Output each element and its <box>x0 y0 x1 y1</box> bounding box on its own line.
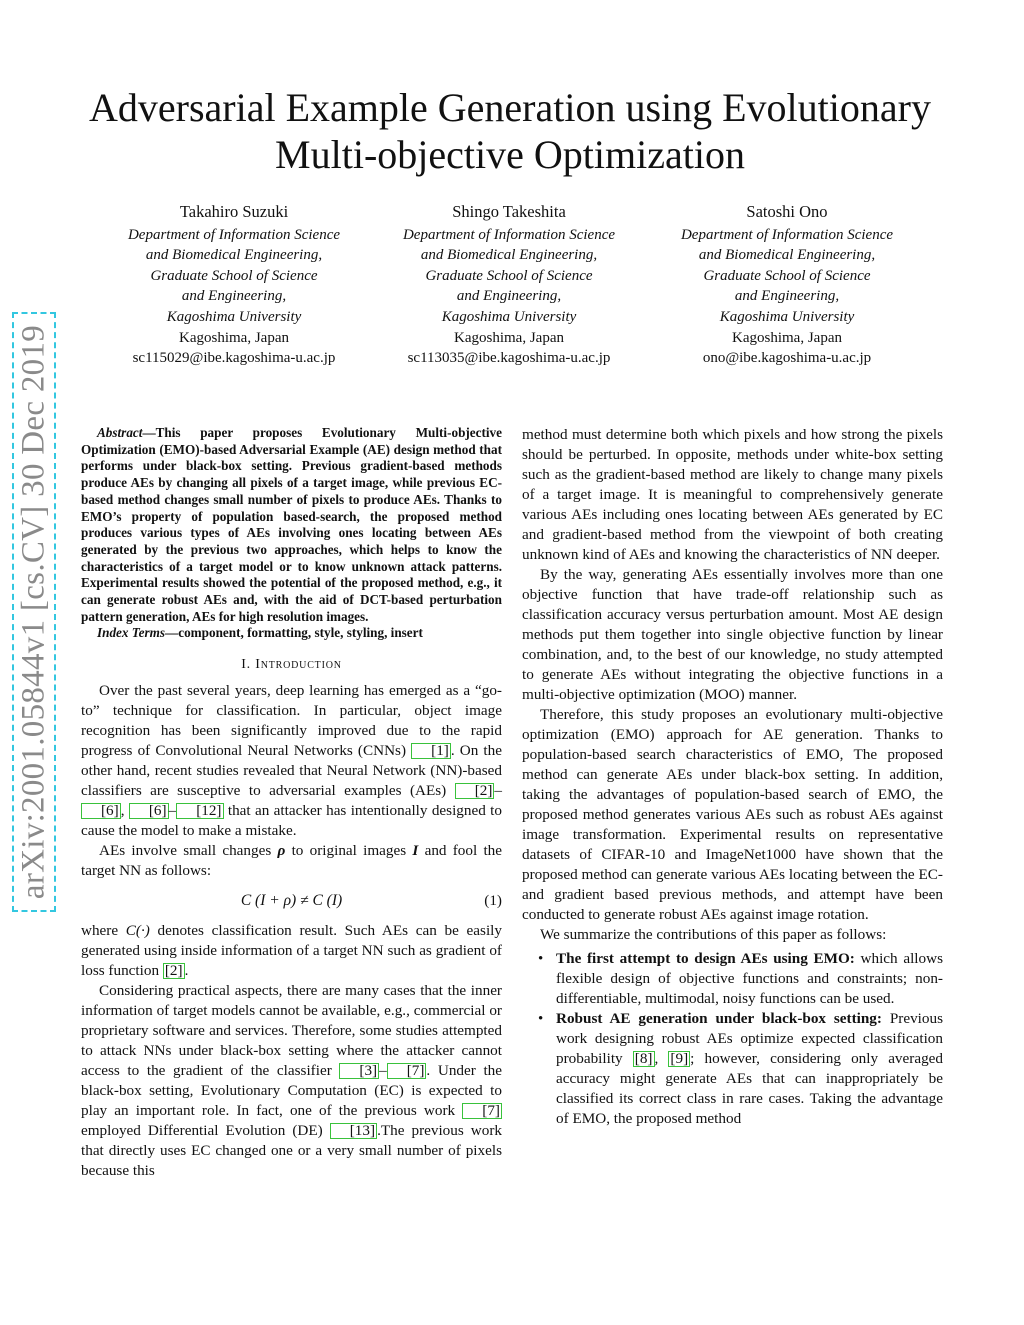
citation-link[interactable]: [9] <box>670 1050 689 1067</box>
author-city: Kagoshima, Japan <box>732 329 842 346</box>
contribution-text: ; however, considering only averaged accuracy might generate AEs that can inappropriately be classified its correct class in rare cases. Taking the advantage of EMO, the proposed method <box>556 1050 943 1127</box>
author-block-1 <box>99 202 369 369</box>
arxiv-stamp-text: arXiv:2001.05844v1 [cs.CV] 30 Dec 2019 <box>15 324 52 900</box>
author-city: Kagoshima, Japan <box>454 329 564 346</box>
paper-title-line1: Adversarial Example Generation using Evolutionary <box>89 85 931 130</box>
author-name: Takahiro Suzuki <box>179 202 289 221</box>
index-terms-text: —component, formatting, style, styling, insert <box>165 625 423 641</box>
author-dept: Department of Information Science <box>402 226 616 243</box>
intro-paragraph-6: By the way, generating AEs essentially involves more than one objective function that have trade-off relationship such as classification accuracy versus perturbation amount. Most AE design methods put them together into single objective function by linear combination, and, to the best of our knowledge, no study attempted to generate AEs without integrating the objective functions in a multi-objective optimization (MOO) manner. <box>522 566 943 703</box>
citation-link[interactable]: [2] <box>455 783 495 799</box>
contribution-item-1 <box>522 949 943 1009</box>
equation-1 <box>81 881 502 921</box>
author-name: Satoshi Ono <box>746 202 828 221</box>
author-block-2 <box>374 202 644 369</box>
section-heading-introduction: I. Introduction <box>241 657 342 673</box>
text-run: Considering practical aspects, there are many cases that the inner information of target models cannot be available, e.g., commercial or proprietary software and services. Therefore, some studies attempted to attack NNs under black-box setting where the attacker cannot access to the gradient of the classifier <box>81 982 502 1080</box>
paper-title-line2: Multi-objective Optimization <box>275 132 745 177</box>
intro-paragraph-2 <box>81 841 502 881</box>
author-school: Graduate School of Science <box>703 267 871 284</box>
equation-body: C (I + ρ) ≠ C (I) <box>240 892 343 910</box>
citation-link[interactable]: [6] <box>129 803 169 819</box>
citation-link[interactable]: [13] <box>330 1123 377 1139</box>
text-run: – <box>379 1062 387 1080</box>
left-column <box>81 425 502 1181</box>
author-university: Kagoshima University <box>166 308 302 325</box>
right-column <box>522 425 943 1129</box>
text-run: , <box>654 1050 669 1067</box>
paper-title <box>60 84 960 178</box>
contribution-lead: The first attempt to design AEs using EMO: <box>556 950 855 967</box>
text-run: . On the other hand, recent studies revealed that Neural Network (NN)-based classifiers are susceptive to adversarial examples (AEs) <box>81 742 502 800</box>
author-email[interactable]: sc115029@ibe.kagoshima-u.ac.jp <box>132 350 336 367</box>
text-run: . <box>184 962 189 980</box>
author-city: Kagoshima, Japan <box>179 329 289 346</box>
abstract-lead: Abstract <box>97 425 143 440</box>
author-university: Kagoshima University <box>719 308 855 325</box>
text-run: , <box>120 802 129 820</box>
author-dept: Department of Information Science <box>680 226 894 243</box>
contributions-list <box>522 949 943 1129</box>
text-run: employed Differential Evolution (DE) <box>81 1122 330 1140</box>
equation-number: (1) <box>484 892 502 910</box>
text-run: to original images <box>285 842 413 860</box>
text-run: that an attacker has intentionally designed to cause the model to make a mistake. <box>81 802 502 840</box>
citation-link[interactable]: [3] <box>339 1063 379 1079</box>
author-email[interactable]: sc113035@ibe.kagoshima-u.ac.jp <box>407 350 611 367</box>
author-email[interactable]: ono@ibe.kagoshima-u.ac.jp <box>702 350 872 367</box>
citation-link[interactable]: [6] <box>81 803 121 819</box>
author-dept: and Biomedical Engineering, <box>420 247 598 264</box>
contribution-text: which allows flexible design of objective functions and constraints; non-differentiable, multimodal, noisy functions can be used. <box>556 950 943 1007</box>
author-block-3 <box>652 202 922 369</box>
author-school: and Engineering, <box>734 288 840 305</box>
citation-link[interactable]: [1] <box>411 743 451 759</box>
text-run: and fool the target NN as follows: <box>81 842 503 880</box>
text-run: denotes classification result. Such AEs can be easily generated using inside information of a target NN such as gradient of loss function <box>81 922 502 980</box>
intro-paragraph-8: We summarize the contributions of this paper as follows: <box>540 926 887 943</box>
abstract-text: —This paper proposes Evolutionary Multi-objective Optimization (EMO)-based Adversarial Example (AE) design method that performs under black-box setting. Previous gradient-based methods produce AEs by changing all pixels of a target image, while previous EC-based method changes small number of pixels to produce AEs. Thanks to EMO’s property of population based-search, the proposed method produces various types of AEs involving ones locating between AEs generated by the previous two approaches, which helps to know the characteristics of a target model or to know unknown attack patterns. Experimental results showed the potential of the proposed method, e.g., it can generate robust AEs and, with the aid of DCT-based perturbation pattern generation, AEs for high resolution images. <box>81 425 502 624</box>
author-university: Kagoshima University <box>441 308 577 325</box>
citation-link[interactable]: [12] <box>176 803 223 819</box>
contribution-text: Previous work designing robust AEs optimize expected classification probability <box>556 1010 943 1067</box>
intro-paragraph-4 <box>81 981 502 1181</box>
intro-paragraph-1 <box>81 681 502 841</box>
text-run: . Under the black-box setting, Evolutionary Computation (EC) is expected to play an important role. In fact, one of the previous work <box>81 1062 502 1120</box>
text-run: AEs involve small changes <box>99 842 278 860</box>
citation-link[interactable]: [7] <box>462 1103 502 1119</box>
author-dept: Department of Information Science <box>127 226 341 243</box>
intro-paragraph-5: method must determine both which pixels and how strong the pixels should be perturbed. In opposite, methods under white-box setting such as the gradient-based method are likely to change many pixels of a target image. It is meaningful to comprehensively generate various AEs including ones locating between AEs generated by EC and gradient-based method from the viewpoint of both creating unknown kind of AEs and knowing the characteristics of NN deeper. <box>522 426 943 563</box>
contribution-item-2 <box>522 1009 943 1129</box>
arxiv-stamp <box>12 312 56 912</box>
math-rho: ρ <box>277 842 286 860</box>
bullet-icon: • <box>538 951 544 967</box>
text-run: .The previous work that directly uses EC changed one or a very small number of pixels because this <box>81 1122 502 1180</box>
author-name: Shingo Takeshita <box>452 202 566 221</box>
citation-link[interactable]: [7] <box>387 1063 427 1079</box>
citation-link[interactable]: [8] <box>634 1050 653 1067</box>
math-classifier: C(·) <box>125 922 150 940</box>
text-run: where <box>81 922 126 940</box>
author-school: Graduate School of Science <box>150 267 318 284</box>
text-run: – <box>168 802 177 820</box>
author-school: and Engineering, <box>181 288 287 305</box>
bullet-icon: • <box>538 1011 544 1027</box>
author-dept: and Biomedical Engineering, <box>145 247 323 264</box>
text-run: – <box>494 782 502 800</box>
author-school: and Engineering, <box>456 288 562 305</box>
index-terms-lead: Index Terms <box>97 625 166 641</box>
intro-paragraph-7: Therefore, this study proposes an evolutionary multi-objective optimization (EMO) approach for AE generation. Thanks to population-based search characteristics of EMO, The proposed method can generate AEs under black-box setting. In addition, taking the advantages of population-based search of EMO, the proposed method generates various AEs such as robust AEs against image transformation. Experimental results on representative datasets of CIFAR-10 and ImageNet1000 have shown that the proposed method can generate various AEs locating between the EC- and gradient based previous methods, and attempt have been conducted to generate robust AEs against image rotation. <box>522 706 943 923</box>
author-school: Graduate School of Science <box>425 267 593 284</box>
contribution-lead: Robust AE generation under black-box setting: <box>556 1010 882 1027</box>
citation-link[interactable]: [2] <box>164 962 183 980</box>
abstract <box>81 425 502 625</box>
math-image: I <box>412 842 419 860</box>
text-run: Over the past several years, deep learning has emerged as a “go-to” technique for classification. In particular, object image recognition has been significantly improved due to the rapid progress of Convolutional Neural Networks (CNNs) <box>81 682 502 760</box>
author-dept: and Biomedical Engineering, <box>698 247 876 264</box>
index-terms <box>81 625 502 642</box>
intro-paragraph-3 <box>81 921 502 981</box>
